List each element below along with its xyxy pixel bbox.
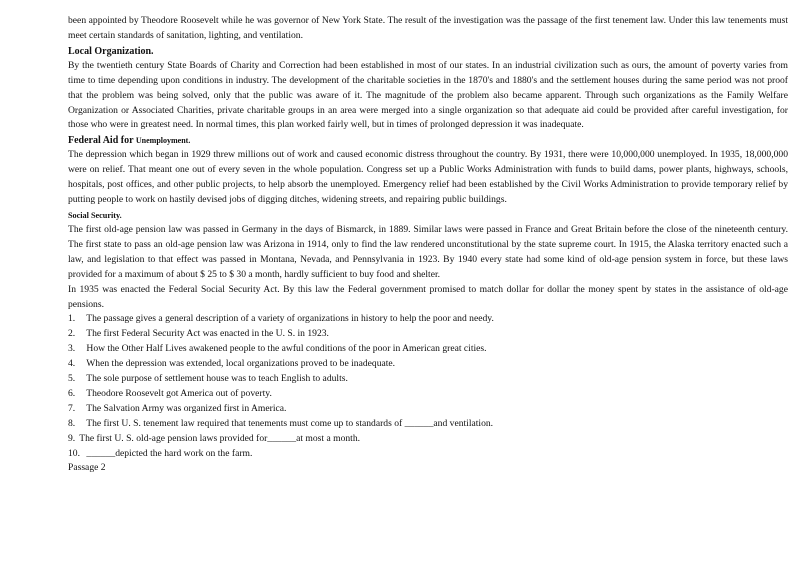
question-text: The sole purpose of settlement house was to teach English to adults. xyxy=(86,373,348,385)
question-text: The passage gives a general description of a variety of organizations in history to help the poor and needy. xyxy=(86,313,494,325)
question-number: 6. xyxy=(68,387,76,399)
question-number: 5. xyxy=(68,373,76,385)
question-text: ______depicted the hard work on the farm. xyxy=(86,447,253,459)
question-item xyxy=(68,312,788,327)
question-number: 4. xyxy=(68,358,76,370)
heading-federal-aid-main: Federal Aid for xyxy=(68,135,136,147)
question-number: 7. xyxy=(68,402,76,414)
question-item xyxy=(68,372,788,387)
question-text: The first Federal Security Act was enacted in the U. S. in 1923. xyxy=(86,328,329,340)
question-number: 8. xyxy=(68,417,76,429)
document-page xyxy=(68,14,788,476)
question-number: 3. xyxy=(68,343,76,355)
intro-paragraph: been appointed by Theodore Roosevelt while he was governor of New York State. The result of the investigation was the passage of the first tenement law. Under this law tenements must meet certain standards of sanitation, lighting, and ventilation. xyxy=(68,15,788,41)
question-item xyxy=(68,417,788,432)
question-item xyxy=(68,432,788,447)
question-text: How the Other Half Lives awakened people to the awful conditions of the poor in American great cities. xyxy=(86,343,487,355)
question-item xyxy=(68,357,788,372)
heading-local-organization: Local Organization. xyxy=(68,45,154,57)
question-number: 1. xyxy=(68,313,76,325)
question-item xyxy=(68,342,788,357)
local-organization-paragraph: By the twentieth century State Boards of Charity and Correction had been established in most of our states. In an industrial civilization such as ours, the amount of poverty varies from time to time depending upon conditions in industry. The development of the charitable societies in the 1870's and 1880's and the settlement houses during the same period was not proof that the problem was being solved, only that the public was aware of it. The magnitude of the problem also became apparent. Through such organizations as the Family Welfare Organization or Associated Charities, private charitable groups in an area were merged into a single organization so that adequate aid could be provided after careful investigation, for those who were in greatest need. In normal times, this plan worked fairly well, but in times of prolonged depression it was inadequate. xyxy=(68,59,788,131)
heading-federal-aid xyxy=(68,133,788,148)
heading-federal-aid-small: Unemployment. xyxy=(135,136,191,146)
question-text: When the depression was extended, local organizations proved to be inadequate. xyxy=(86,358,396,370)
social-security-paragraph-2: In 1935 was enacted the Federal Social Security Act. By this law the Federal government promised to match dollar for dollar the money spent by states in the assistance of old-age pensions. xyxy=(68,283,788,310)
question-text: The first U. S. old-age pension laws provided for______at most a month. xyxy=(79,432,361,444)
question-text: Theodore Roosevelt got America out of poverty. xyxy=(86,387,272,399)
question-number: 10. xyxy=(68,447,80,459)
question-number: 9. xyxy=(68,432,76,444)
question-number: 2. xyxy=(68,328,76,340)
passage-label: Passage 2 xyxy=(68,462,106,474)
social-security-paragraph-1: The first old-age pension law was passed in Germany in the days of Bismarck, in 1889. Similar laws were passed in France and Great Britain before the close of the nineteenth century. The first state to pass an old-age pension law was Arizona in 1914, only to find the law rendered unconstitutional by the state supreme court. In 1915, the Alaska territory enacted such a law, and legislation to that effect was passed in Montana, Nevada, and Pennsylvania in 1923. By 1940 every state had some kind of old-age pension system in force, but these laws provided for a maximum of about $ 25 to $ 30 a month, hardly sufficient to buy food and shelter. xyxy=(68,223,788,280)
question-item xyxy=(68,402,788,417)
federal-aid-paragraph: The depression which began in 1929 threw millions out of work and caused economic distress throughout the country. By 1931, there were 10,000,000 unemployed. In 1935, 18,000,000 were on relief. That meant one out of every seven in the whole population. Congress set up a Public Works Administration with funds to build dams, power plants, highways, schools, hospitals, post offices, and other public projects, to help absorb the unemployed. Emergency relief had been established by the Civil Works Administration to provide temporary relief by putting people to work on hastily devised jobs of digging ditches, widening streets, and repairing public buildings. xyxy=(68,149,788,206)
question-item xyxy=(68,327,788,342)
question-text: The first U. S. tenement law required that tenements must come up to standards of ______and ventilation. xyxy=(86,417,494,429)
question-item xyxy=(68,387,788,402)
heading-social-security: Social Security. xyxy=(68,210,122,220)
question-text: The Salvation Army was organized first in America. xyxy=(86,402,287,414)
question-item xyxy=(68,447,788,462)
question-list xyxy=(68,312,788,461)
